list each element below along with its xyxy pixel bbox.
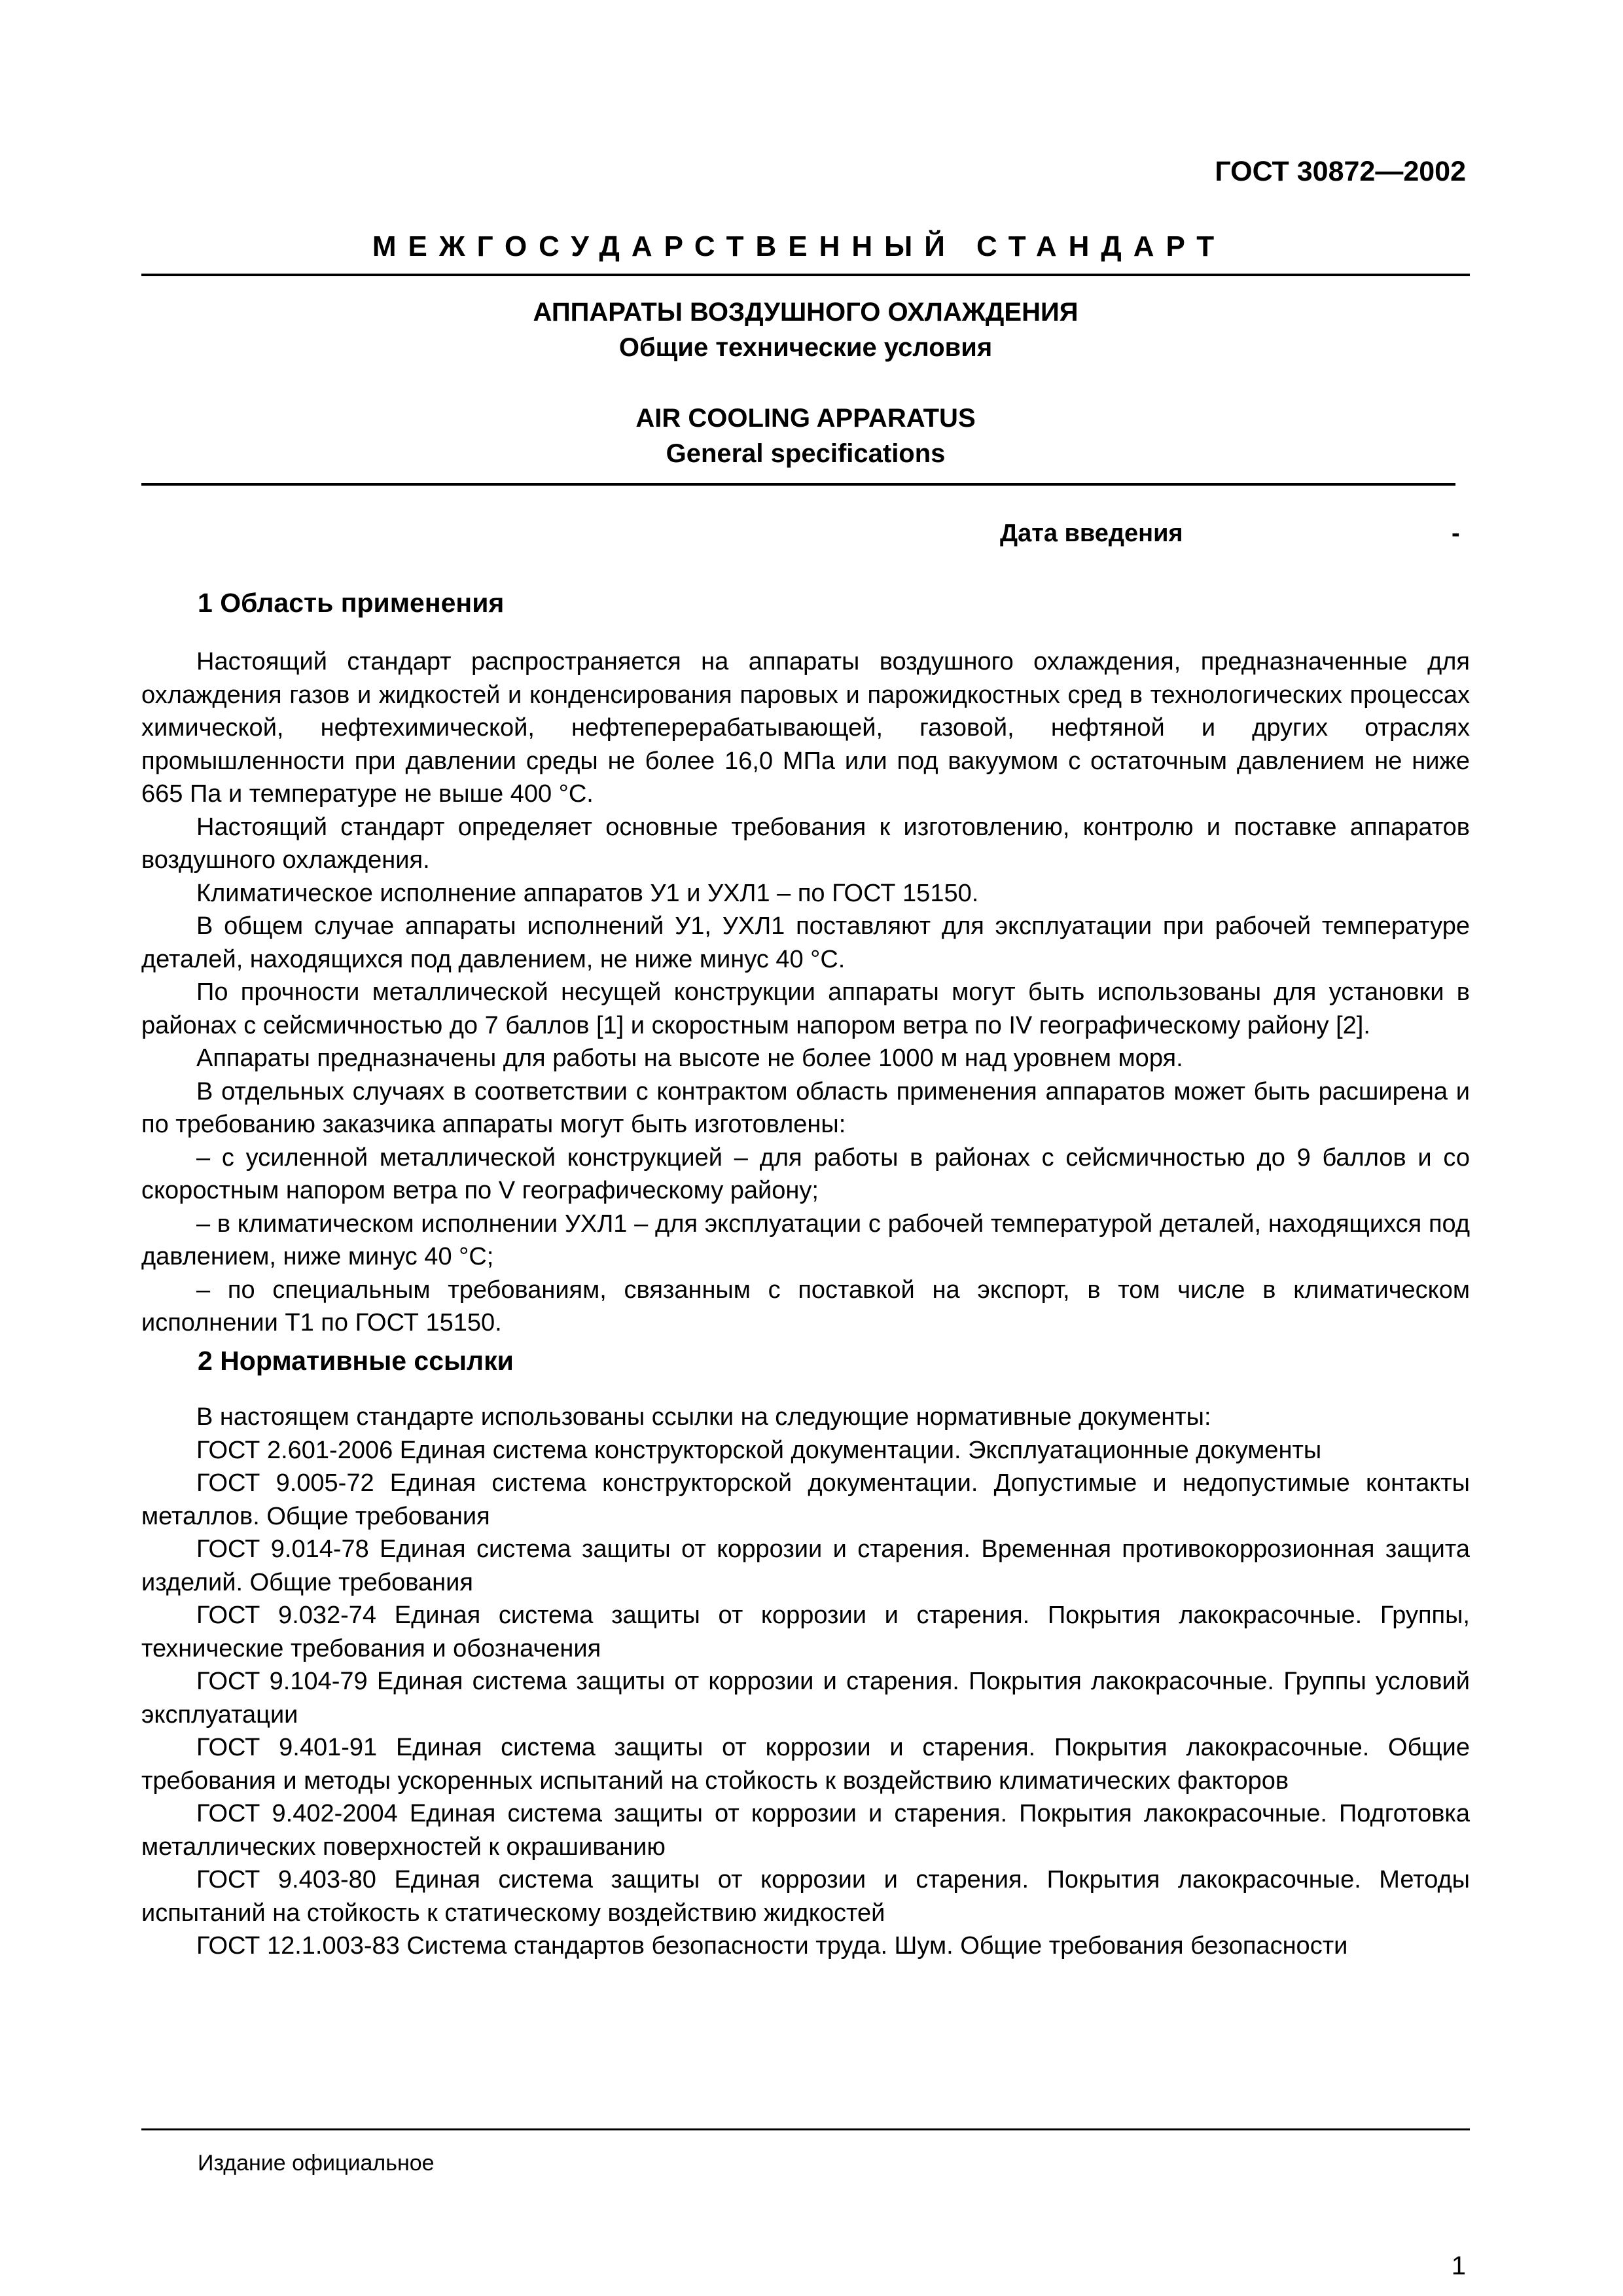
- paragraph: – с усиленной металлической конструкцией – для работы в районах с сейсмичностью до 9 баллов и со скоростным напором ветра по V географическому району;: [141, 1143, 1470, 1204]
- paragraph: – в климатическом исполнении УХЛ1 – для эксплуатации с рабочей температурой деталей, находящихся под давлением, ниже минус 40 °С;: [141, 1210, 1470, 1270]
- reference-entry: ГОСТ 9.005-72 Единая система конструкторской документации. Допустимые и недопустимые контакты металлов. Общие требования: [141, 1469, 1470, 1530]
- paragraph: Настоящий стандарт распространяется на аппараты воздушного охлаждения, предназначенные для охлаждения газов и жидкостей и конденсирования паровых и парожидкостных сред в технологических процессах химической, нефтехимической, нефтеперерабатывающей, газовой, нефтяной и других отраслях промышленности при давлении среды не более 16,0 МПа или под вакуумом с остаточным давлением не ниже 665 Па и температуре не выше 400 °С.: [141, 648, 1470, 808]
- title-en-sub: General specifications: [666, 439, 946, 468]
- title-en-main: AIR COOLING APPARATUS: [635, 404, 976, 433]
- title-english: [141, 401, 1470, 471]
- reference-entry: ГОСТ 9.401-91 Единая система защиты от коррозии и старения. Покрытия лакокрасочные. Общие требования и методы ускоренных испытаний на стойкость к воздействию климатических факторов: [141, 1734, 1470, 1795]
- reference-entry: ГОСТ 9.402-2004 Единая система защиты от коррозии и старения. Покрытия лакокрасочные. Подготовка металлических поверхностей к окрашиванию: [141, 1800, 1470, 1861]
- header-rule: [141, 274, 1470, 276]
- paragraph: Настоящий стандарт определяет основные требования к изготовлению, контролю и поставке аппаратов воздушного охлаждения.: [141, 813, 1470, 874]
- paragraph: По прочности металлической несущей конструкции аппараты могут быть использованы для установки в районах с сейсмичностью до 7 баллов [1] и скоростным напором ветра по IV географическому району [2].: [141, 978, 1470, 1039]
- reference-entry: ГОСТ 9.014-78 Единая система защиты от коррозии и старения. Временная противокоррозионная защита изделий. Общие требования: [141, 1535, 1470, 1596]
- intro-date-label: Дата введения: [1000, 520, 1183, 547]
- reference-entry: ГОСТ 12.1.003-83 Система стандартов безопасности труда. Шум. Общие требования безопасности: [196, 1932, 1348, 1960]
- paragraph: В отдельных случаях в соответствии с контрактом область применения аппаратов может быть расширена и по требованию заказчика аппараты могут быть изготовлены:: [141, 1077, 1470, 1138]
- paragraph: – по специальным требованиям, связанным с поставкой на экспорт, в том числе в климатическом исполнении Т1 по ГОСТ 15150.: [141, 1276, 1470, 1336]
- section-2-heading: 2 Нормативные ссылки: [198, 1346, 514, 1376]
- paragraph: В общем случае аппараты исполнений У1, УХЛ1 поставляют для эксплуатации при рабочей температуре деталей, находящихся под давлением, не ниже минус 40 °С.: [141, 912, 1470, 973]
- paragraph: В настоящем стандарте использованы ссылки на следующие нормативные документы:: [196, 1403, 1211, 1431]
- paragraph: Климатическое исполнение аппаратов У1 и УХЛ1 – по ГОСТ 15150.: [196, 879, 979, 907]
- title-ru-main: АППАРАТЫ ВОЗДУШНОГО ОХЛАЖДЕНИЯ: [533, 298, 1079, 327]
- reference-entry: ГОСТ 9.403-80 Единая система защиты от коррозии и старения. Покрытия лакокрасочные. Методы испытаний на стойкость к статическому воздействию жидкостей: [141, 1866, 1470, 1927]
- title-rule: [141, 483, 1455, 486]
- title-ru-sub: Общие технические условия: [618, 333, 993, 362]
- page-number: 1: [1451, 2251, 1466, 2280]
- paragraph: Аппараты предназначены для работы на высоте не более 1000 м над уровнем моря.: [196, 1045, 1183, 1072]
- title-russian: [141, 295, 1470, 365]
- section-1-heading: 1 Область применения: [198, 588, 505, 618]
- reference-entry: ГОСТ 9.032-74 Единая система защиты от коррозии и старения. Покрытия лакокрасочные. Группы, технические требования и обозначения: [141, 1602, 1470, 1662]
- interstate-standard-label: МЕЖГОСУДАРСТВЕННЫЙ СТАНДАРТ: [372, 230, 1226, 262]
- official-edition-note: Издание официальное: [198, 2151, 435, 2176]
- footer-rule: [141, 2128, 1470, 2130]
- intro-date-value: -: [1452, 520, 1460, 547]
- section-1-body: [141, 645, 1470, 1340]
- document-number: ГОСТ 30872—2002: [1215, 156, 1466, 187]
- reference-entry: ГОСТ 2.601-2006 Единая система конструкторской документации. Эксплуатационные документы: [196, 1436, 1322, 1464]
- reference-entry: ГОСТ 9.104-79 Единая система защиты от коррозии и старения. Покрытия лакокрасочные. Группы условий эксплуатации: [141, 1668, 1470, 1729]
- section-2-body: [141, 1401, 1470, 1963]
